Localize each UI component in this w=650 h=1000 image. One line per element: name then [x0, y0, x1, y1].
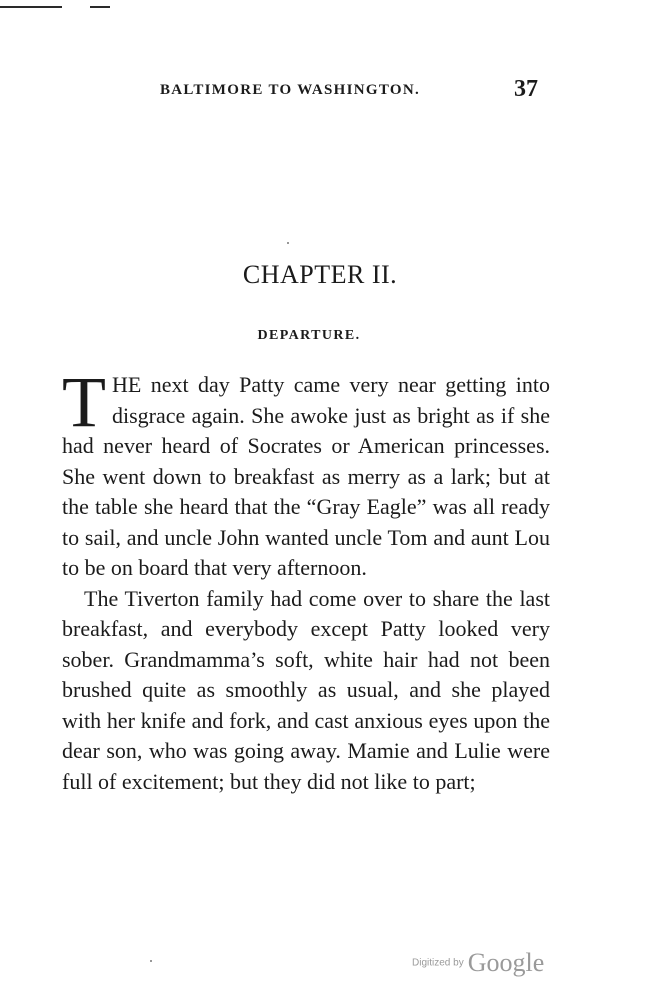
- watermark-prefix: Digitized by: [412, 957, 464, 969]
- drop-cap: T: [62, 362, 106, 442]
- top-edge-rule-short: [90, 6, 110, 8]
- ink-speck: [150, 960, 152, 962]
- body-text: [62, 362, 550, 797]
- running-head: BALTIMORE TO WASHINGTON.: [160, 82, 421, 98]
- paragraph-1-text: HE next day Patty came very near getting into disgrace again. She awoke just as bright as if she had never heard of Socrates or American princesses. She went down to breakfast as merry as a lark; but at the table she heard that the “Gray Eagle” was all ready to sail, and uncle John wanted uncle Tom and aunt Lou to be on board that very afternoon.: [62, 372, 550, 580]
- digitized-watermark: [412, 948, 544, 978]
- google-logo: Google: [467, 948, 545, 977]
- chapter-title: CHAPTER II.: [242, 260, 398, 289]
- paragraph-2: The Tiverton family had come over to share the last breakfast, and everybody except Patty looked very sober. Grandmamma’s soft, white hair had not been brushed quite as smoothly as usual, and she played with her knife and fork, and cast anxious eyes upon the dear son, who was going away. Mamie and Lulie were full of excitement; but they did not like to part;: [62, 585, 550, 794]
- top-edge-rule: [0, 6, 62, 8]
- chapter-subtitle: DEPARTURE.: [257, 328, 361, 343]
- page-number: 37: [514, 76, 538, 102]
- ink-speck: [287, 242, 289, 244]
- paragraph-1: [62, 362, 550, 584]
